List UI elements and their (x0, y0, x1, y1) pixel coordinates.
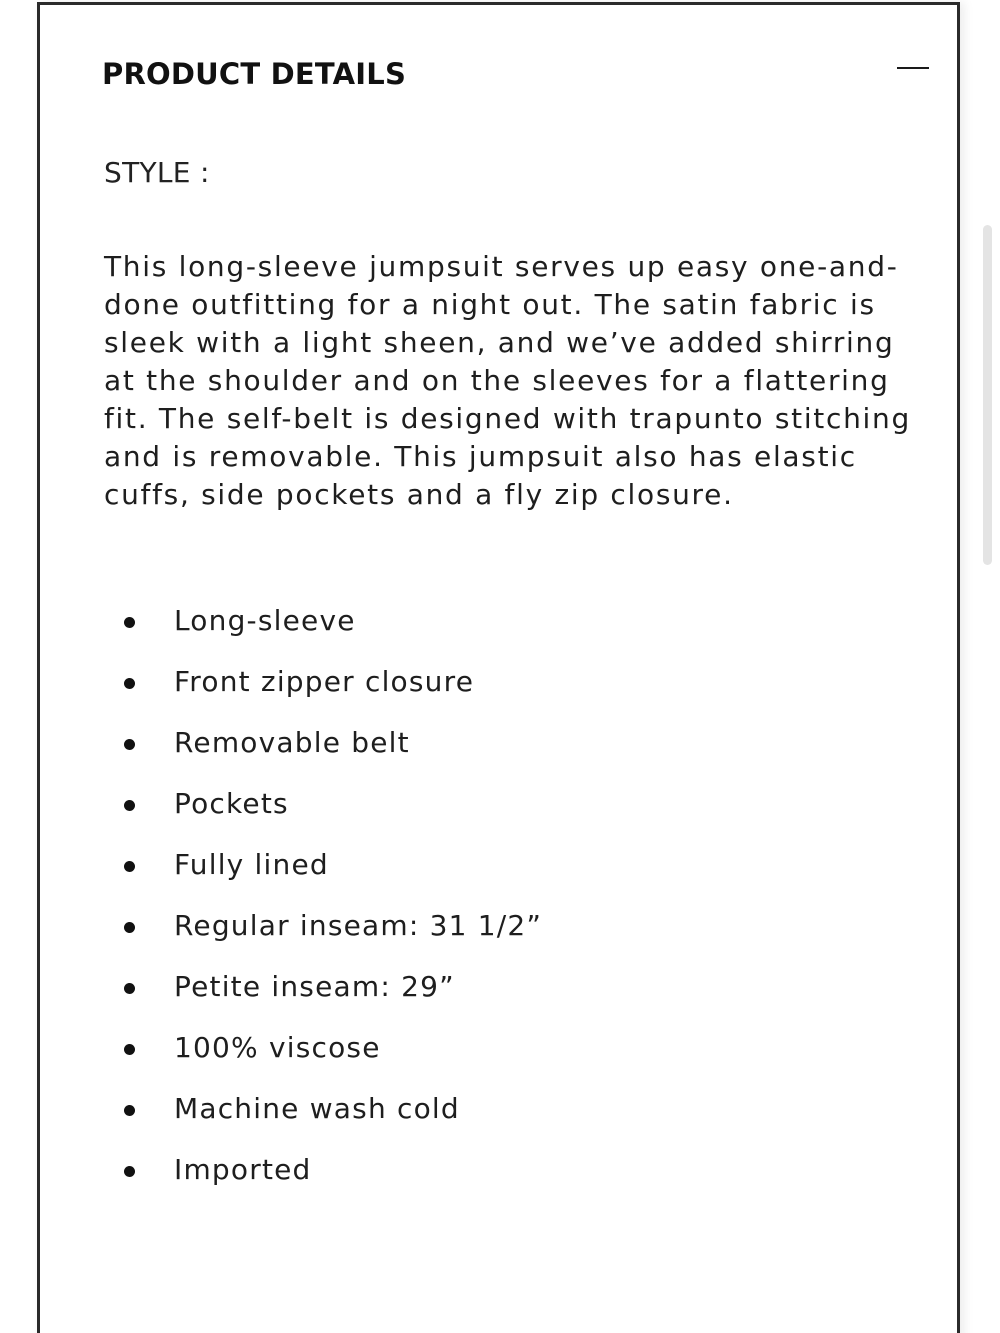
list-item (104, 1087, 904, 1148)
bullet-icon (124, 800, 135, 811)
list-item (104, 843, 904, 904)
bullet-icon (124, 922, 135, 933)
list-item (104, 1026, 904, 1087)
feature-text: Regular inseam: 31 1/2” (174, 909, 543, 942)
collapse-button[interactable] (893, 54, 933, 84)
bullet-icon (124, 1044, 135, 1055)
minus-icon (897, 67, 929, 69)
product-description: This long-sleeve jumpsuit serves up easy one-and-done outfitting for a night out. The satin fabric is sleek with a light sheen, and we’ve added shirring at the shoulder and on the sleeves for a flattering fit. The self-belt is designed with trapunto stitching and is removable. This jumpsuit also has elastic cuffs, side pockets and a fly zip closure. (104, 250, 911, 511)
feature-text: Machine wash cold (174, 1092, 460, 1125)
bullet-icon (124, 678, 135, 689)
style-label: STYLE : (104, 156, 210, 189)
bullet-icon (124, 1166, 135, 1177)
list-item (104, 904, 904, 965)
feature-text: Removable belt (174, 726, 410, 759)
feature-text: Long-sleeve (174, 604, 356, 637)
bullet-icon (124, 617, 135, 628)
list-item (104, 660, 904, 721)
list-item (104, 782, 904, 843)
feature-text: Petite inseam: 29” (174, 970, 455, 1003)
feature-text: 100% viscose (174, 1031, 381, 1064)
bullet-icon (124, 739, 135, 750)
bullet-icon (124, 983, 135, 994)
section-title: PRODUCT DETAILS (102, 57, 407, 91)
feature-text: Front zipper closure (174, 665, 475, 698)
feature-text: Imported (174, 1153, 312, 1186)
feature-text: Pockets (174, 787, 289, 820)
feature-list (104, 599, 904, 1209)
list-item (104, 965, 904, 1026)
list-item (104, 721, 904, 782)
list-item (104, 599, 904, 660)
product-details-panel (37, 2, 960, 1333)
list-item (104, 1148, 904, 1209)
accordion-header[interactable] (102, 54, 932, 98)
feature-text: Fully lined (174, 848, 329, 881)
bullet-icon (124, 1105, 135, 1116)
scrollbar[interactable] (983, 225, 992, 565)
bullet-icon (124, 861, 135, 872)
